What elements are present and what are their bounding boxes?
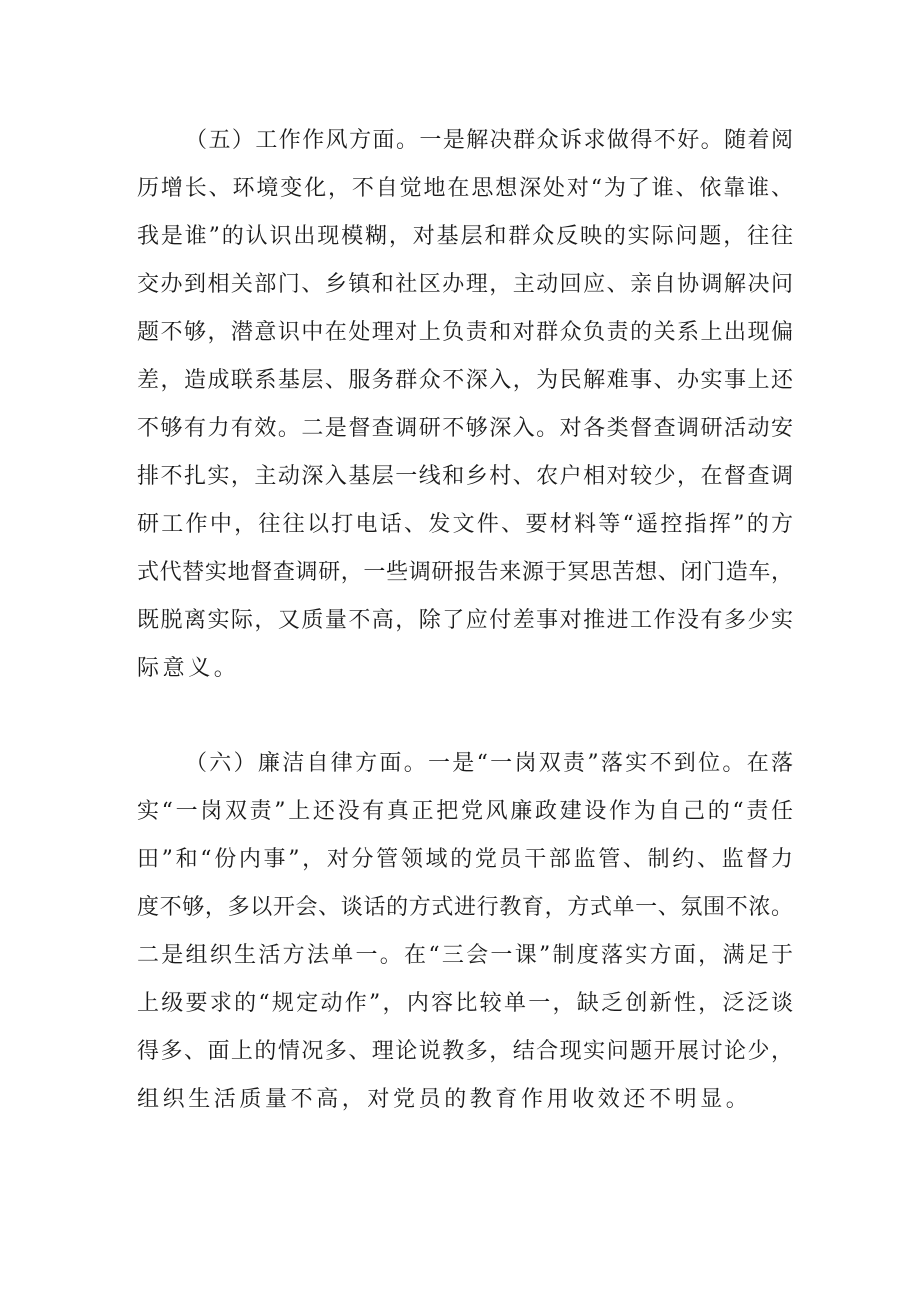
text-line: （六）廉洁自律方面。一是“一岗双责”落实不到位。在落 (185, 751, 793, 776)
text-line: 既脱离实际，又质量不高，除了应付差事对推进工作没有多少实 (137, 608, 793, 633)
text-line: 式代替实地督查调研，一些调研报告来源于冥思苦想、闭门造车， (137, 560, 793, 585)
text-line: 我是谁”的认识出现模糊，对基层和群众反映的实际问题，往往 (137, 224, 793, 249)
text-line: 得多、面上的情况多、理论说教多，结合现实问题开展讨论少， (137, 1039, 793, 1064)
text-line: 交办到相关部门、乡镇和社区办理，主动回应、亲自协调解决问 (137, 272, 793, 297)
text-line: 研工作中，往往以打电话、发文件、要材料等“遥控指挥”的方 (137, 512, 793, 537)
text-line: 田”和“份内事”，对分管领域的党员干部监管、制约、监督力 (137, 847, 793, 872)
paragraph-work-style (137, 117, 793, 693)
text-line: 度不够，多以开会、谈话的方式进行教育，方式单一、氛围不浓。 (137, 895, 793, 920)
text-line: 排不扎实，主动深入基层一线和乡村、农户相对较少，在督查调 (137, 464, 793, 489)
text-line: 差，造成联系基层、服务群众不深入，为民解难事、办实事上还 (137, 368, 793, 393)
text-line: 历增长、环境变化，不自觉地在思想深处对“为了谁、依靠谁、 (137, 176, 793, 201)
text-line: 上级要求的“规定动作”，内容比较单一，缺乏创新性，泛泛谈 (137, 991, 793, 1016)
text-line: 二是组织生活方法单一。在“三会一课”制度落实方面，满足于 (137, 943, 793, 968)
text-line: 实“一岗双责”上还没有真正把党风廉政建设作为自己的“责任 (137, 799, 793, 824)
text-line: 组织生活质量不高，对党员的教育作用收效还不明显。 (137, 1087, 752, 1112)
text-line: 不够有力有效。二是督查调研不够深入。对各类督查调研活动安 (137, 416, 793, 441)
text-line: 题不够，潜意识中在处理对上负责和对群众负责的关系上出现偏 (137, 320, 793, 345)
text-line: （五）工作作风方面。一是解决群众诉求做得不好。随着阅 (185, 128, 793, 153)
paragraph-integrity (137, 740, 793, 1124)
text-line: 际意义。 (137, 656, 240, 681)
